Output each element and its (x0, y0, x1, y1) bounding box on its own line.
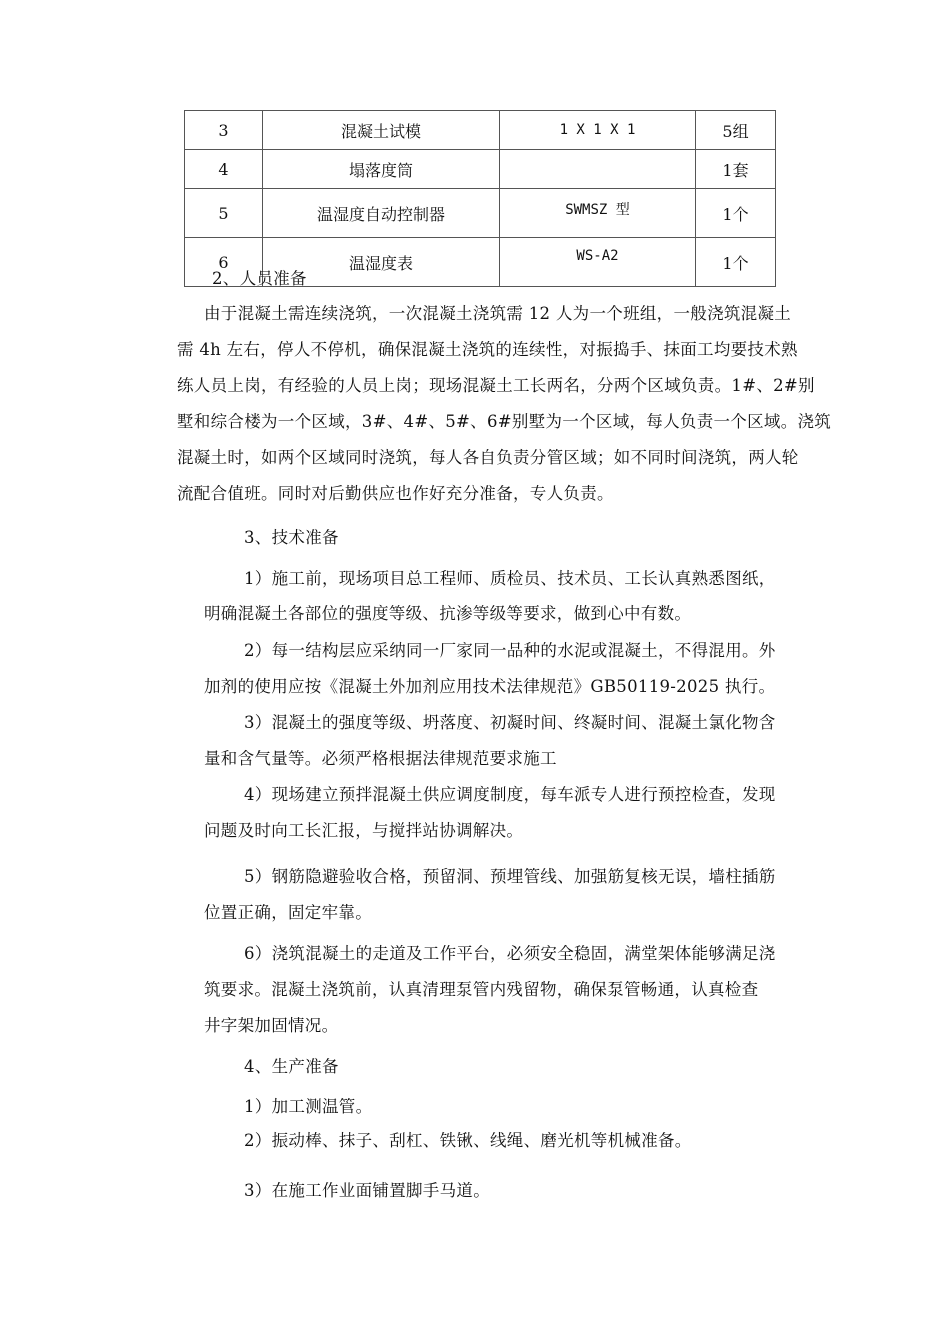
paragraph-line: 井字架加固情况。 (204, 1016, 339, 1035)
section-heading-technical: 3、技术准备 (244, 528, 339, 547)
paragraph-line: 6）浇筑混凝土的走道及工作平台，必须安全稳固，满堂架体能够满足浇 (244, 944, 776, 963)
paragraph-line: 1）施工前，现场项目总工程师、质检员、技术员、工长认真熟悉图纸， (244, 569, 776, 588)
paragraph-line: 位置正确，固定牢靠。 (204, 903, 372, 922)
paragraph-line: 混凝土时，如两个区域同时浇筑，每人各自负责分管区域；如不同时间浇筑，两人轮 (177, 448, 799, 467)
equipment-qty: 5组 (696, 111, 776, 150)
equipment-name: 温湿度自动控制器 (263, 189, 500, 238)
tech-item-3-rest (204, 741, 557, 777)
tech-item-6-first (244, 936, 776, 972)
tech-item-6-rest (204, 972, 758, 1044)
row-number: 6 (185, 238, 263, 287)
table-row (185, 189, 776, 238)
paragraph-line: 5）钢筋隐避验收合格，预留洞、预埋管线、加强筋复核无误，墙柱插筋 (244, 867, 776, 886)
paragraph-line: 流配合值班。同时对后勤供应也作好充分准备，专人负责。 (177, 484, 614, 503)
tech-item-5-rest (204, 895, 372, 931)
equipment-spec: 1 X 1 X 1 (500, 111, 696, 150)
tech-item-5-first (244, 859, 776, 895)
personnel-paragraph (204, 296, 791, 332)
tech-item-1-rest (204, 596, 691, 632)
paragraph-line: 4）现场建立预拌混凝土供应调度制度，每车派专人进行预控检查，发现 (244, 785, 776, 804)
row-number: 5 (185, 189, 263, 238)
paragraph-line: 由于混凝土需连续浇筑，一次混凝土浇筑需 12 人为一个班组，一般浇筑混凝土 (204, 304, 792, 323)
equipment-qty: 1套 (696, 150, 776, 189)
equipment-name: 温湿度表 (263, 238, 500, 287)
equipment-table (184, 110, 776, 287)
tech-item-1-first (244, 561, 776, 597)
paragraph-line: 筑要求。混凝土浇筑前，认真清理泵管内残留物，确保泵管畅通，认真检查 (204, 980, 759, 999)
tech-item-3-first (244, 705, 776, 741)
tech-item-2-rest (204, 669, 775, 705)
paragraph-line: 加剂的使用应按《混凝土外加剂应用技术法律规范》GB50119-2025 执行。 (204, 677, 776, 696)
equipment-spec: SWMSZ 型 (500, 189, 696, 238)
paragraph-line: 2）每一结构层应采纳同一厂家同一品种的水泥或混凝土，不得混用。外 (244, 641, 776, 660)
production-item: 1）加工测温管。 (244, 1097, 373, 1116)
paragraph-line: 明确混凝土各部位的强度等级、抗渗等级等要求，做到心中有数。 (204, 604, 692, 623)
table-row (185, 150, 776, 189)
personnel-paragraph-continued (177, 332, 831, 512)
section-heading-personnel: 2、人员准备 (212, 269, 307, 288)
paragraph-line: 3）混凝土的强度等级、坍落度、初凝时间、终凝时间、混凝土氯化物含 (244, 713, 776, 732)
paragraph-line: 墅和综合楼为一个区域，3#、4#、5#、6#别墅为一个区域，每人负责一个区域。浇筑 (177, 412, 832, 431)
equipment-spec (500, 150, 696, 189)
paragraph-line: 练人员上岗，有经验的人员上岗；现场混凝土工长两名，分两个区域负责。1#、2#别 (177, 376, 815, 395)
tech-item-4-rest (204, 813, 523, 849)
production-item: 3）在施工作业面铺置脚手马道。 (244, 1181, 490, 1200)
equipment-name: 混凝土试模 (263, 111, 500, 150)
production-item: 2）振动棒、抹子、刮杠、铁锹、线绳、磨光机等机械准备。 (244, 1131, 692, 1150)
equipment-qty: 1个 (696, 238, 776, 287)
section-heading-production: 4、生产准备 (244, 1057, 339, 1076)
paragraph-line: 问题及时向工长汇报，与搅拌站协调解决。 (204, 821, 524, 840)
tech-item-4-first (244, 777, 776, 813)
tech-item-2-first (244, 633, 776, 669)
equipment-spec: WS-A2 (500, 238, 696, 287)
equipment-qty: 1个 (696, 189, 776, 238)
row-number: 3 (185, 111, 263, 150)
paragraph-line: 需 4h 左右，停人不停机，确保混凝土浇筑的连续性，对振捣手、抹面工均要技术熟 (177, 340, 798, 359)
table-row (185, 111, 776, 150)
paragraph-line: 量和含气量等。必须严格根据法律规范要求施工 (204, 749, 557, 768)
row-number: 4 (185, 150, 263, 189)
equipment-name: 塌落度筒 (263, 150, 500, 189)
